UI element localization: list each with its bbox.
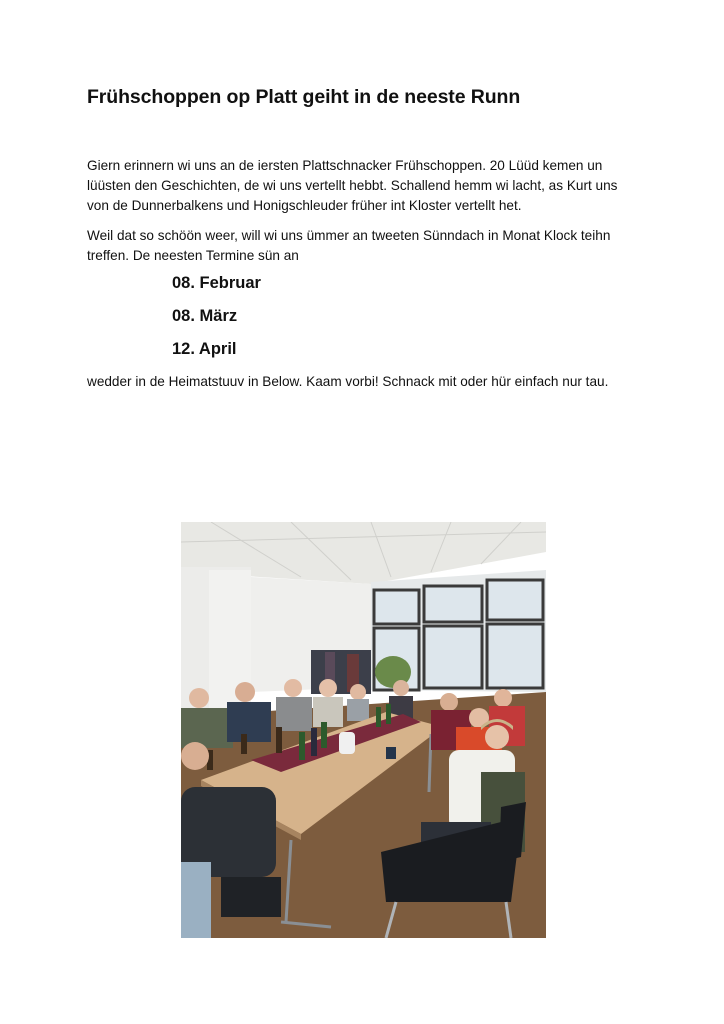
date-april: 12. April <box>172 340 237 358</box>
group-photo <box>181 522 546 938</box>
paragraph-invitation: wedder in de Heimatstuuv in Below. Kaam vorbi! Schnack mit oder hür einfach nur tau. <box>87 374 609 389</box>
date-march: 08. März <box>172 307 238 325</box>
paragraph-schedule: Weil dat so schöön weer, will wi uns ümmer an tweeten Sünndach in Monat Klock teihn treffen. De neesten Termine sün an <box>87 228 611 263</box>
paragraph-intro: Giern erinnern wi uns an de iersten Plattschnacker Frühschoppen. 20 Lüüd kemen un lüüsten den Geschichten, de wi uns vertellt hebbt. Schallend hemm wi lacht, as Kurt uns von de Dunnerbalkens und Honigschleuder früher int Kloster vertellt het. <box>87 158 618 213</box>
date-february: 08. Februar <box>172 274 261 292</box>
article-title: Frühschoppen op Platt geiht in de neeste Runn <box>87 86 521 108</box>
